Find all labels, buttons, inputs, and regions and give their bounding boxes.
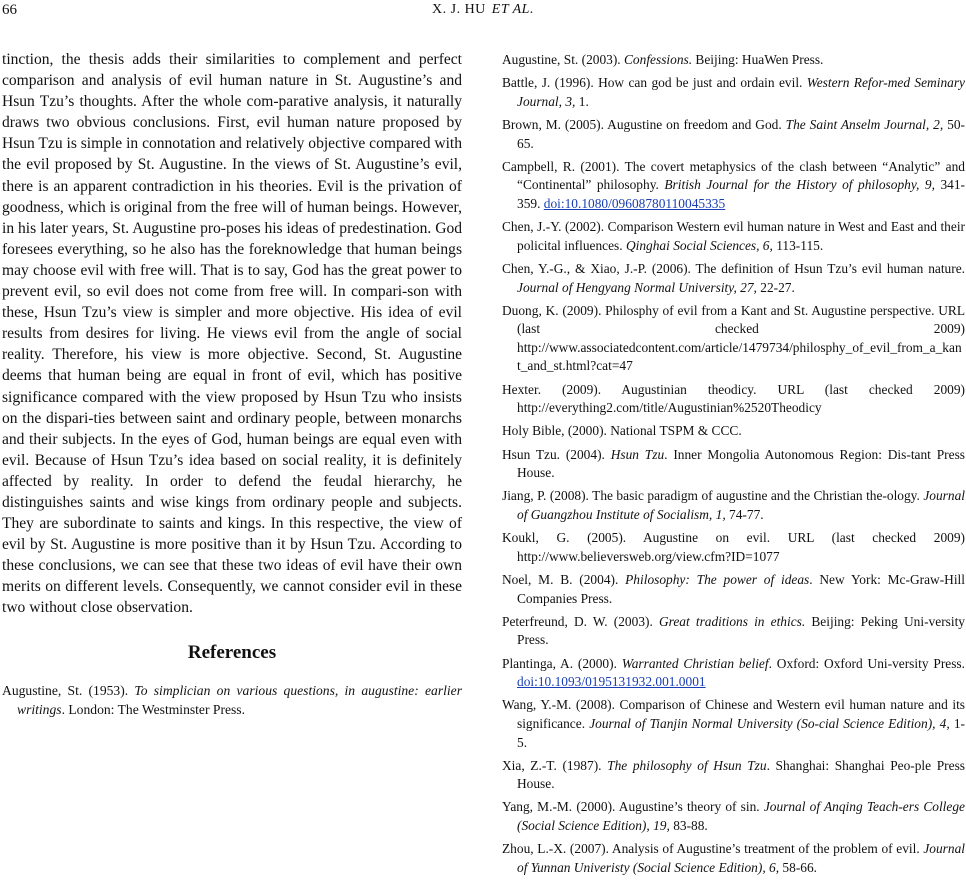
running-head-authors: X. J. HU <box>432 2 486 17</box>
reference-text: Yang, M.-M. (2000). Augustine’s theory of sin. <box>502 799 764 815</box>
reference-text: Hsun Tzu. (2004). <box>502 446 611 462</box>
running-head-etal: ET AL. <box>491 2 534 17</box>
reference-text: Zhou, L.-X. (2007). Analysis of Augustine’s treatment of the problem of evil. <box>502 841 924 857</box>
reference-entry <box>502 840 965 877</box>
reference-entry <box>502 655 965 692</box>
reference-text: . Shanghai: Shanghai Peo-ple Press House. <box>517 757 965 792</box>
reference-text: . London: The Westminster Press. <box>61 702 245 718</box>
reference-text: 74-77. <box>725 507 764 522</box>
reference-text: Koukl, G. (2005). Augustine on evil. URL (last checked 2009) http://www.believersweb.org/view.cfm?ID=1077 <box>502 530 965 564</box>
reference-text: 83-88. <box>669 818 708 834</box>
reference-text: Peterfreund, D. W. (2003). <box>502 613 659 629</box>
reference-text: Beijing: HuaWen Press. <box>692 52 824 67</box>
reference-italic: Philosophy: The power of ideas <box>625 571 810 587</box>
reference-entry <box>502 613 965 650</box>
reference-italic: Journal of Anqing Teach-ers College (Social Science Edition), 19, <box>517 799 965 834</box>
reference-italic: Journal of Hengyang Normal University, 27, <box>517 279 757 295</box>
reference-entry <box>502 422 965 441</box>
reference-text: Augustine, St. (2003). <box>502 52 624 67</box>
reference-italic: Journal of Tianjin Normal University (So-cial Science Edition), 4, <box>589 715 950 731</box>
reference-italic: Journal of Guangzhou Institute of Socialism, 1, <box>517 488 965 522</box>
reference-text: Xia, Z.-T. (1987). <box>502 757 608 773</box>
reference-list-right <box>502 51 965 877</box>
reference-italic: To simplician on various questions, in augustine: earlier writings <box>17 682 462 718</box>
reference-entry <box>502 487 965 524</box>
reference-italic: British Journal for the History of philosophy, 9, <box>664 177 935 193</box>
reference-italic: The philosophy of Hsun Tzu <box>607 757 767 773</box>
right-column <box>502 51 965 882</box>
running-head <box>0 2 966 18</box>
reference-text: 58-66. <box>779 859 818 875</box>
reference-text: Campbell, R. (2001). The covert metaphysics of the clash between “Analytic” and “Continental” philosophy. <box>502 158 965 193</box>
reference-entry <box>502 260 965 297</box>
reference-entry <box>502 51 965 70</box>
reference-entry <box>502 757 965 794</box>
reference-text: Plantinga, A. (2000). <box>502 655 622 671</box>
reference-text: 113-115. <box>772 237 824 253</box>
references-heading: References <box>187 641 277 663</box>
reference-text: Noel, M. B. (2004). <box>502 571 626 587</box>
doi-link[interactable]: doi:10.1080/09608780110045335 <box>543 195 726 211</box>
reference-entry <box>502 381 965 418</box>
doi-link[interactable]: doi:10.1093/0195131932.001.0001 <box>517 674 706 690</box>
reference-italic: The Saint Anselm Journal, 2, <box>785 116 944 132</box>
reference-entry <box>502 696 965 752</box>
reference-text: Chen, J.-Y. (2002). Comparison Western evil human nature in West and East and their policital influences. <box>502 219 965 253</box>
reference-text: 1-5. <box>517 715 966 750</box>
reference-list-left <box>2 681 462 720</box>
reference-text: Beijing: Peking Uni-versity Press. <box>517 613 965 648</box>
reference-italic: Warranted Christian belief <box>621 655 769 671</box>
reference-italic: Western Refor-med Seminary Journal, 3, <box>517 75 965 109</box>
reference-text: 341-359. <box>517 177 965 211</box>
reference-entry <box>502 529 965 566</box>
reference-entry <box>2 681 462 720</box>
reference-text: . Inner Mongolia Autonomous Region: Dis-tant Press House. <box>517 446 965 481</box>
reference-text: Chen, Y.-G., & Xiao, J.-P. (2006). The definition of Hsun Tzu’s evil human nature. <box>502 260 965 276</box>
reference-text: Brown, M. (2005). Augustine on freedom and God. <box>502 116 786 132</box>
reference-entry <box>502 218 965 255</box>
reference-entry <box>502 158 965 214</box>
reference-text: 22-27. <box>756 279 795 295</box>
reference-italic: Qinghai Social Sciences, 6, <box>625 237 773 253</box>
reference-italic: Confessions. <box>624 52 693 67</box>
reference-text: . New York: Mc-Graw-Hill Companies Press. <box>517 571 965 606</box>
reference-entry <box>502 798 965 835</box>
reference-italic: Hsun Tzu <box>610 446 665 462</box>
reference-text: Battle, J. (1996). How can god be just and ordain evil. <box>502 75 807 91</box>
reference-italic: Journal of Yunnan Univeristy (Social Science Edition), 6, <box>517 841 965 875</box>
reference-text: Duong, K. (2009). Philosphy of evil from a Kant and St. Augustine perspective. URL (last checked 2009) http://www.associatedcontent.com/article/1479734/philosphy_of_evil_from_a_kant_and_st.html?cat=47 <box>502 302 965 374</box>
reference-entry <box>502 74 965 111</box>
reference-text: Augustine, St. (1953). <box>2 682 135 698</box>
reference-italic: Great traditions in ethics. <box>658 613 806 629</box>
reference-entry <box>502 116 965 153</box>
reference-text: 50-65. <box>517 116 966 151</box>
left-column <box>2 49 462 724</box>
reference-text: Hexter. (2009). Augustinian theodicy. URL (last checked 2009) http://everything2.com/title/Augustinian%2520Theodicy <box>502 381 965 416</box>
body-paragraph: tinction, the thesis adds their similarities to complement and perfect comparison and analysis of evil human nature in St. Augustine’s and Hsun Tzu’s thoughts. After the whole com-parative analysis, it naturally draws two obvious conclusions. First, evil human nature proposed by Hsun Tzu is simple in connotation and relatively objective compared with the evil proposed by St. Augustine. In the views of St. Augustine’s evil, there is an apparent contradiction in his theories. Evil is the privation of goodness, which is original from the free will of human beings. However, in his later years, St. Augustine pro-poses his ideas of predestination. God foresees everything, so he also has the foreknowledge that human beings may choose evil with free will. That is to say, God has the great power to prevent evil, so evil does not come from free will. In compari-son with these, Hsun Tzu’s view is simpler and more objective. His idea of evil results from desires for living. He views evil from the angle of social reality. Therefore, his view is more objective. Second, St. Augustine deems that human being are equal in front of evil, which has positive significance compared with the view proposed by Hsun Tzu who insists on the dispari-ties between saint and ordinary people, between monarchs and their subjects. In the eyes of God, human beings are equal even with evil. Because of Hsun Tzu’s idea based on social reality, it is definitely affected by reality. In order to defend the feudal hierarchy, he distinguishes saints and wise kings from ordinary people and subjects. They are subordinate to saints and kings. In this respective, the view of evil by St. Augustine is more positive than it by Hsun Tzu. According to these conclusions, we can see that these two ideas of evil have their own merits on different levels. Consequently, we cannot consider evil in these two without close observation. <box>2 51 462 617</box>
reference-text: 1. <box>575 93 589 109</box>
reference-text: Wang, Y.-M. (2008). Comparison of Chinese and Western evil human nature and its significance. <box>502 697 965 731</box>
reference-text: Jiang, P. (2008). The basic paradigm of augustine and the Christian the-ology. <box>502 488 924 504</box>
reference-entry <box>502 446 965 483</box>
reference-text: Holy Bible, (2000). National TSPM & CCC. <box>502 423 742 439</box>
reference-entry <box>502 302 965 376</box>
reference-text: . Oxford: Oxford Uni-versity Press. <box>768 655 965 671</box>
page-number: 66 <box>2 2 17 18</box>
reference-entry <box>502 571 965 608</box>
